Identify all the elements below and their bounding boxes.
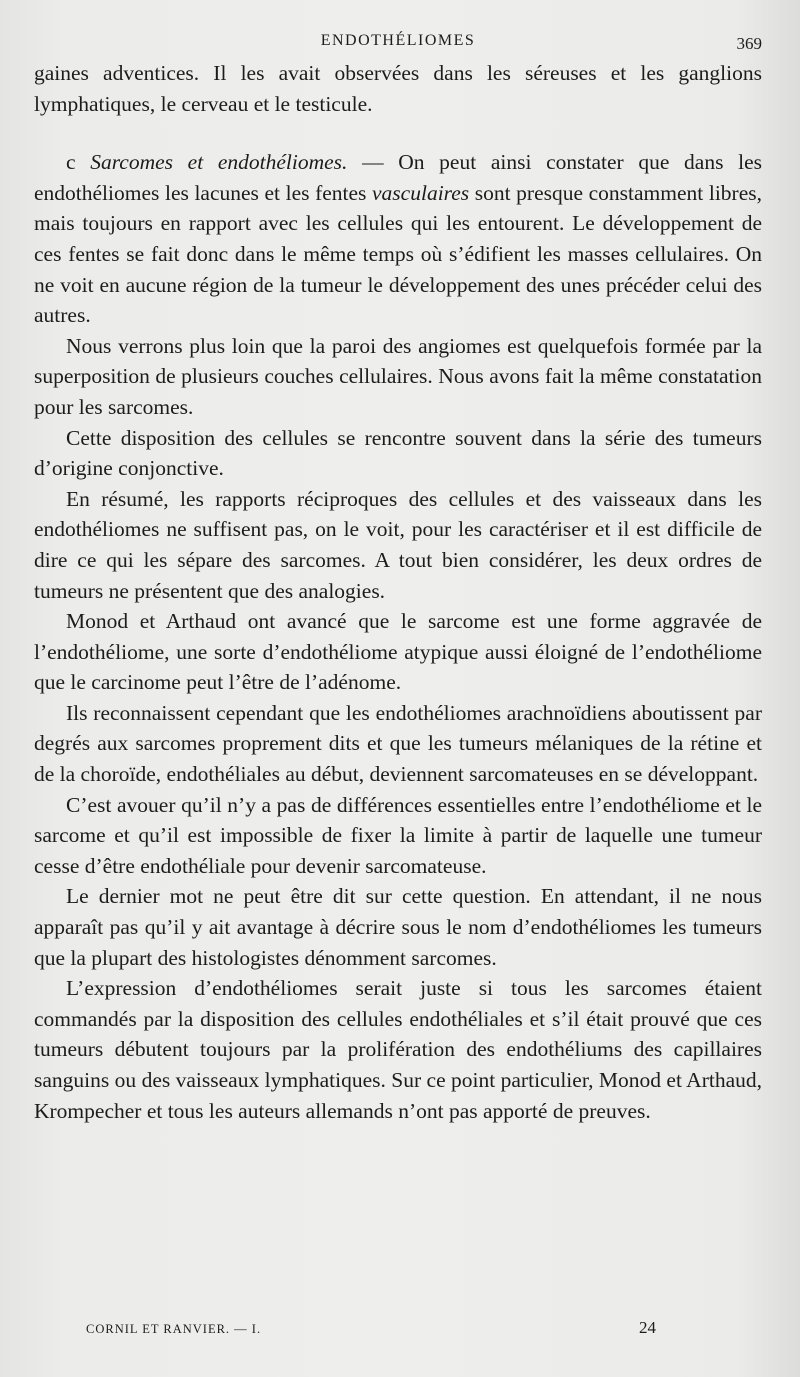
paragraph: Cette disposition des cellules se rencontre souvent dans la série des tumeurs d’origine conjonctive.: [34, 425, 762, 481]
paragraph: En résumé, les rapports réciproques des cellules et des vaisseaux dans les endothéliomes ne suffisent pas, on le voit, pour les caractériser et il est difficile de dire ce qui les sépare des sarcomes. A tout bien considérer, les deux ordres de tumeurs ne présentent que des analogies.: [34, 486, 762, 603]
running-title: ENDOTHÉLIOMES: [320, 32, 476, 49]
section-text-b: sont presque constamment libres, mais toujours en rapport avec les cellules qui les entourent. Le développement de ces fentes se fait donc dans le même temps où s’édifient les masses cellulaires. On ne voit en aucune région de la tumeur le développement des unes précéder celui des autres.: [34, 180, 762, 328]
section-text-a: — On peut ainsi constater que dans les endothéliomes les lacunes et les fentes: [34, 150, 762, 205]
section-paragraph: [34, 147, 762, 331]
section-title: Sarcomes et endothéliomes.: [90, 150, 348, 175]
paragraph: L’expression d’endothéliomes serait juste si tous les sarcomes étaient commandés par la disposition des cellules endothéliales et s’il était prouvé que ces tumeurs débutent toujours par la prolifération des endothéliums des capillaires sanguins ou des vaisseaux lymphatiques. Sur ce point particulier, Monod et Arthaud, Krompecher et tous les auteurs allemands n’ont pas apporté de preuves.: [34, 976, 762, 1123]
paragraph: Le dernier mot ne peut être dit sur cette question. En attendant, il ne nous apparaît pas qu’il y ait avantage à décrire sous le nom d’endothéliomes les tumeurs que la plupart des histologistes dénomment sarcomes.: [34, 884, 762, 970]
paragraph: Ils reconnaissent cependant que les endothéliomes arachnoïdiens aboutissent par degrés aux sarcomes proprement dits et que les tumeurs mélaniques de la rétine et de la choroïde, endothéliales au début, deviennent sarcomateuses en se développant.: [34, 700, 762, 787]
signature-number: 24: [639, 1318, 656, 1337]
page-footer: [86, 1318, 762, 1342]
paragraph: Monod et Arthaud ont avancé que le sarcome est une forme aggravée de l’endothéliome, une sorte d’endothéliome atypique aussi éloigné de l’endothéliome que le carcinome peut l’être de l’adénome.: [34, 609, 762, 695]
section-marker: c: [66, 150, 76, 175]
paragraph: Nous verrons plus loin que la paroi des angiomes est quelquefois formée par la superposition de plusieurs couches cellulaires. Nous avons fait la même constatation pour les sarcomes.: [34, 333, 762, 419]
section-emphasis: vasculaires: [372, 180, 470, 205]
printer-signature: CORNIL ET RANVIER. — I.: [86, 1322, 262, 1336]
paragraph-continuation: gaines adventices. Il les avait observées dans les séreuses et les ganglions lymphatiques, le cerveau et le testicule.: [34, 61, 762, 116]
body-text: [34, 58, 762, 1126]
paragraph: C’est avouer qu’il n’y a pas de différences essentielles entre l’endothéliome et le sarcome et qu’il est impossible de fixer la limite à partir de laquelle une tumeur cesse d’être endothéliale pour devenir sarcomateuse.: [34, 792, 762, 878]
running-head: [34, 28, 762, 58]
page-number: 369: [736, 34, 762, 53]
